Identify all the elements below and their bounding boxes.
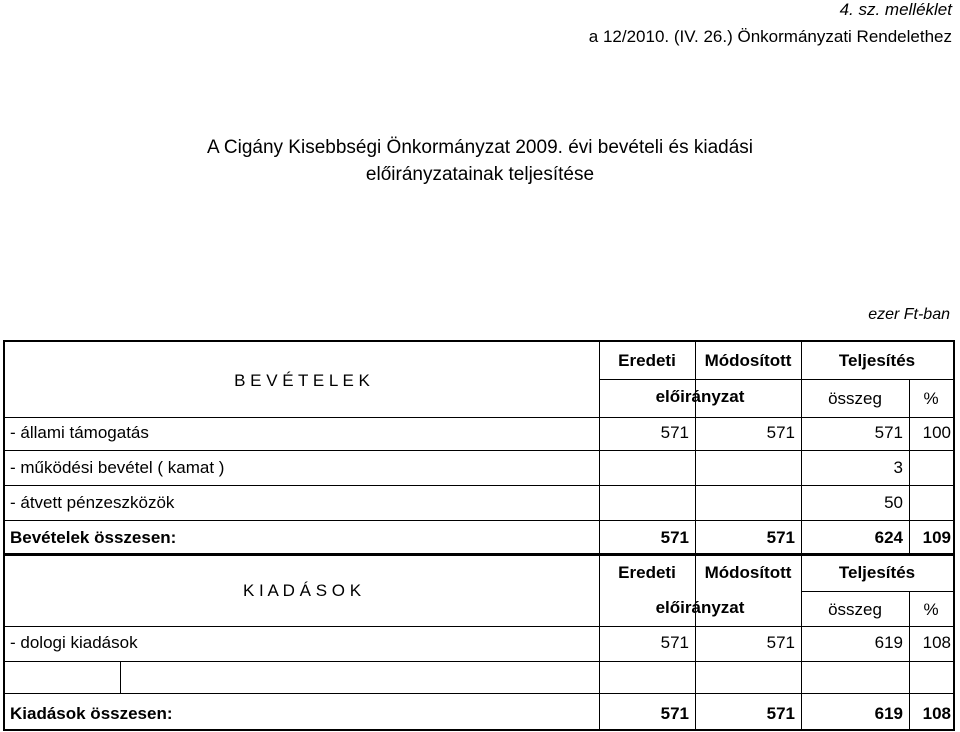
revenue-row-amount: 50: [884, 493, 903, 512]
expenditure-total-label: Kiadások összesen:: [10, 704, 173, 723]
revenue-row-label: - átvett pénzeszközök: [10, 493, 175, 512]
expenditure-col-modified: Módosított: [704, 563, 792, 582]
revenue-col-percent: %: [923, 389, 939, 408]
expenditure-row-amount: 619: [874, 633, 903, 652]
expenditure-total-original: 571: [660, 704, 689, 723]
revenue-section-label: B E V É T E L E K: [234, 371, 370, 390]
expenditure-row-original: 571: [660, 633, 689, 652]
expenditure-row-label: - dologi kiadások: [10, 633, 138, 652]
expenditure-total-amount: 619: [874, 704, 903, 723]
expenditure-total-modified: 571: [766, 704, 795, 723]
revenue-total-percent: 109: [922, 528, 951, 547]
expenditure-section-label: K I A D Á S O K: [242, 581, 362, 600]
expenditure-total-percent: 108: [922, 704, 951, 723]
page-title-line2: előirányzatainak teljesítése: [365, 164, 595, 185]
revenue-row-modified: 571: [766, 423, 795, 442]
expenditure-col-appropriation: előirányzat: [655, 598, 745, 617]
revenue-row-label: - állami támogatás: [10, 423, 149, 442]
expenditure-col-performance: Teljesítés: [838, 563, 916, 582]
revenue-total-amount: 624: [874, 528, 903, 547]
revenue-row-percent: 100: [922, 423, 951, 442]
expenditure-col-amount: összeg: [828, 600, 882, 619]
expenditure-col-percent: %: [923, 600, 939, 619]
revenue-col-amount: összeg: [828, 389, 882, 408]
annex-number: 4. sz. melléklet: [839, 0, 952, 19]
expenditure-table: [3, 554, 955, 731]
unit-label: ezer Ft-ban: [868, 306, 950, 323]
revenue-row-label: - működési bevétel ( kamat ): [10, 458, 225, 477]
page-title-line1: A Cigány Kisebbségi Önkormányzat 2009. évi bevételi és kiadási: [206, 137, 754, 158]
revenue-row-amount: 571: [874, 423, 903, 442]
revenue-col-appropriation: előirányzat: [655, 387, 745, 406]
revenue-row-original: 571: [660, 423, 689, 442]
revenue-col-original: Eredeti: [618, 351, 676, 370]
revenue-total-original: 571: [660, 528, 689, 547]
expenditure-col-original: Eredeti: [618, 563, 676, 582]
revenue-col-performance: Teljesítés: [838, 351, 916, 370]
revenue-col-modified: Módosított: [704, 351, 792, 370]
expenditure-row-modified: 571: [766, 633, 795, 652]
revenue-row-amount: 3: [893, 458, 903, 477]
decree-reference: a 12/2010. (IV. 26.) Önkormányzati Rendelethez: [588, 27, 952, 46]
expenditure-row-percent: 108: [922, 633, 951, 652]
revenue-total-label: Bevételek összesen:: [10, 528, 177, 547]
revenue-table: [3, 340, 955, 555]
revenue-total-modified: 571: [766, 528, 795, 547]
